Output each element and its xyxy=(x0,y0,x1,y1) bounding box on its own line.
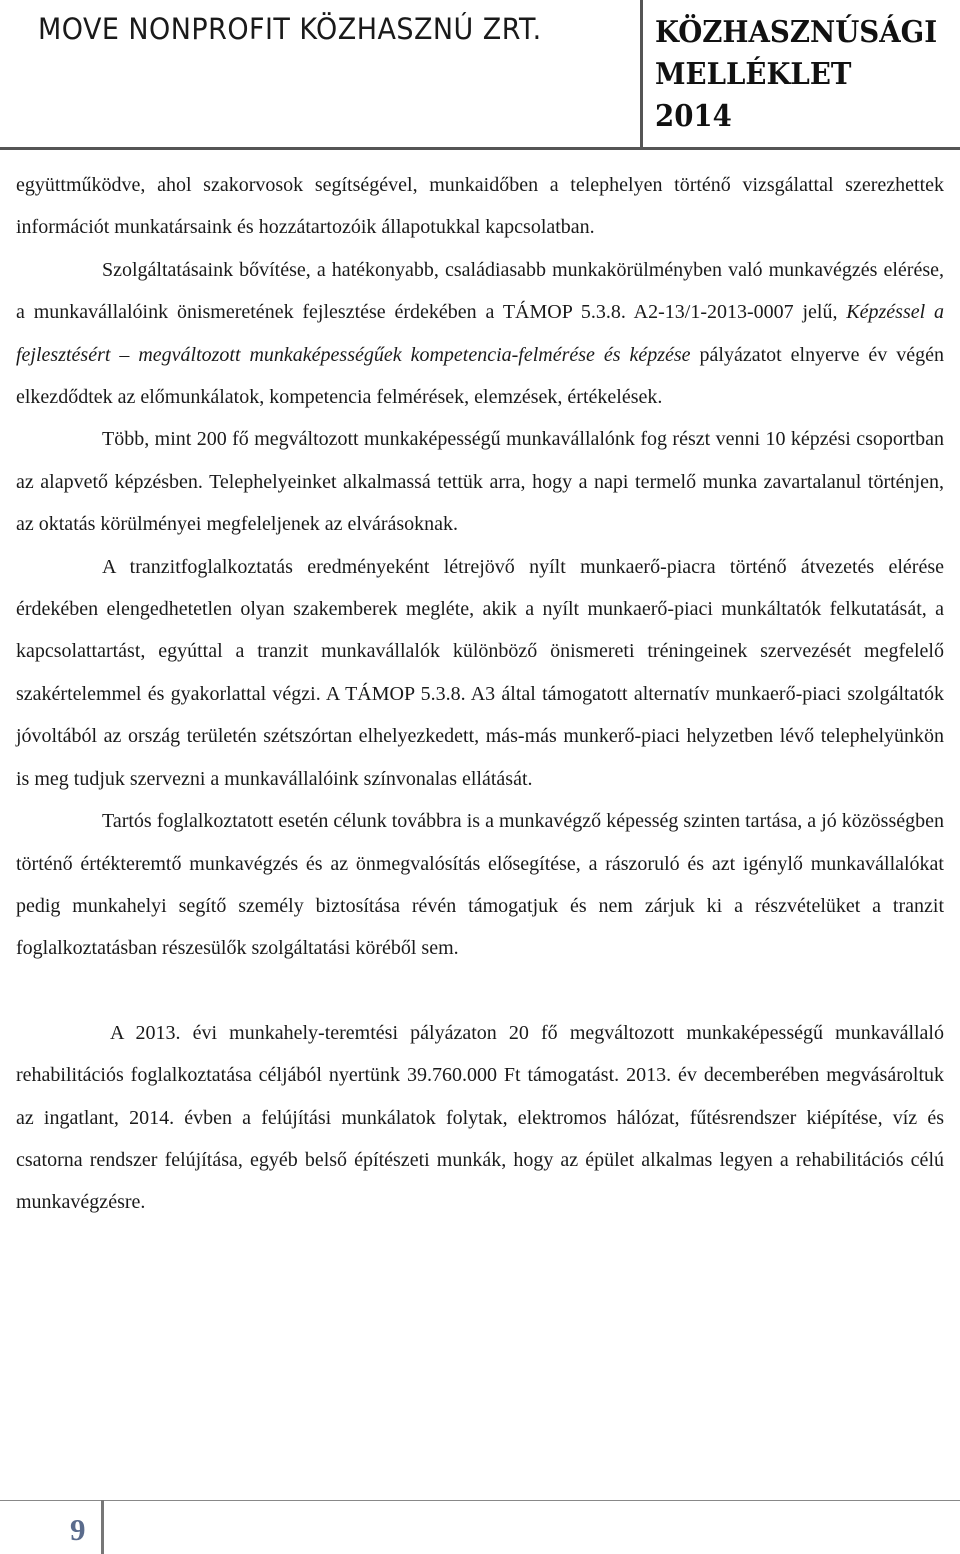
page-number: 9 xyxy=(70,1512,86,1547)
paragraph-2-text-end: pályázatot elnyerve év végén elkezdődtek az előmunkálatok, kompetencia felmérések, elemzések, értékelések. xyxy=(16,343,945,409)
project-title-italic: Képzéssel a fejlesztésért – megváltozott munkaképességűek kompetencia-felmérése és képzése xyxy=(16,301,944,366)
paragraph-2-text-start: Szolgáltatásaink bővítése, a hatékonyabb, családiasabb munkakörülményben való munkavégzés elérése, a munkavállalóink önismeretének fejlesztése érdekében a TÁMOP 5.3.8. A2-13/1-2013-0007 jelű, xyxy=(16,258,944,324)
paragraph-4: A tranzitfoglalkoztatás eredményeként létrejövő nyílt munkaerő-piacra történő átvezetés elérése érdekében elengedhetetlen olyan szakemberek megléte, akik a nyílt munkaerő-piaci munkáltatók felkutatását, a kapcsolattartást, egyúttal a tranzit munkavállalók különböző önismereti tréningeinek szervezését megfelelő szakértelemmel és gyakorlattal végzi. A TÁMOP 5.3.8. A3 által támogatott alternatív munkaerő-piaci szolgáltatók jóvoltából az ország területén szétszórtan elhelyezkedett, más-más munkerő-piaci helyzetben lévő telephelyünkön is meg tudjuk szervezni a munkavállalóink színvonalas ellátását. xyxy=(16,555,944,790)
document-title-line2: MELLÉKLET xyxy=(655,57,852,92)
paragraph-3: Több, mint 200 fő megváltozott munkaképességű munkavállalónk fog részt venni 10 képzési csoportban az alapvető képzésben. Telephelyeinket alkalmassá tettük arra, hogy a napi termelő munka zavartalanul történjen, az oktatás körülményei megfeleljenek az elvárásoknak. xyxy=(16,428,944,536)
header-divider-vertical xyxy=(640,0,643,147)
document-body xyxy=(16,164,944,1224)
paragraph-5: Tartós foglalkoztatott esetén célunk továbbra is a munkavégző képesség szinten tartása, a jó közösségben történő értékteremtő munkavégzés és az önmegvalósítás elősegítése, a rászoruló és azt igénylő munkavállalókat pedig munkahelyi segítő személy biztosítása révén támogatjuk és nem zárjuk ki a részvételüket a tranzit foglalkoztatásban részesülők szolgáltatási köréből sem. xyxy=(16,810,944,960)
paragraph-gap xyxy=(16,970,944,1012)
page-header xyxy=(0,0,960,150)
document-title-line1: KÖZHASZNÚSÁGI xyxy=(655,15,938,50)
footer-divider-horizontal xyxy=(0,1500,960,1501)
paragraph-1: együttműködve, ahol szakorvosok segítségével, munkaidőben a telephelyen történő vizsgálattal szerezhettek információt munkatársaink és hozzátartozóik állapotukkal kapcsolatban. xyxy=(16,174,944,239)
paragraph-2 xyxy=(16,249,944,419)
header-divider-horizontal xyxy=(0,147,960,150)
footer-divider-vertical xyxy=(101,1500,104,1554)
organization-name: MOVE NONPROFIT KÖZHASZNÚ ZRT. xyxy=(38,12,542,46)
paragraph-6: A 2013. évi munkahely-teremtési pályázaton 20 fő megváltozott munkaképességű munkavállaló rehabilitációs foglalkoztatása céljából nyertünk 39.760.000 Ft támogatást. 2013. év decemberében megvásároltuk az ingatlant, 2014. évben a felújítási munkálatok folytak, elektromos hálózat, fűtésrendszer kiépítése, víz és csatorna rendszer felújítása, egyéb belső építészeti munkák, hogy az épület alkalmas legyen a rehabilitációs célú munkavégzésre. xyxy=(16,1021,944,1214)
document-title xyxy=(655,12,937,138)
document-year: 2014 xyxy=(655,99,732,134)
